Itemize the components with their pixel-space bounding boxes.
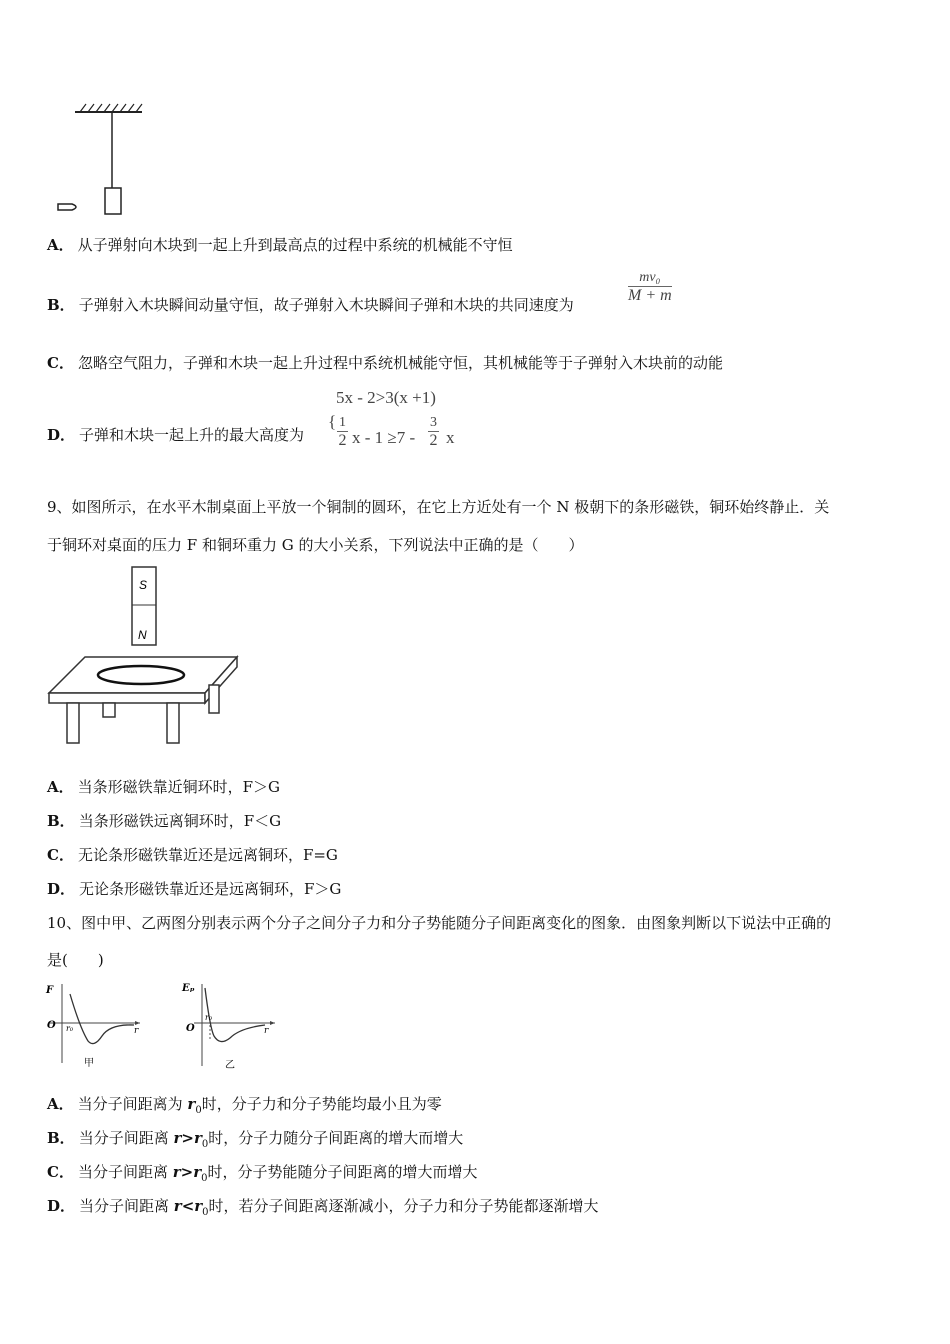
option-text: 时，分子势能随分子间距离的增大而增大 bbox=[207, 1163, 478, 1181]
magnet-n-pole: N bbox=[138, 628, 147, 642]
option-label: B． bbox=[47, 296, 75, 314]
subscript: 0 bbox=[201, 1173, 208, 1184]
option-label: A． bbox=[47, 778, 74, 796]
x-axis-label: r bbox=[134, 1026, 139, 1036]
q9-stem-line-1: 9、如图所示，在水平木制桌面上平放一个铜制的圆环，在它上方近处有一个 N 极朝下的条形磁铁，铜环始终静止．关 bbox=[47, 498, 830, 516]
q10-option-d[interactable] bbox=[47, 1196, 599, 1223]
r0-label: r₀ bbox=[205, 1013, 213, 1022]
q10-option-b[interactable] bbox=[47, 1128, 463, 1155]
q9-option-b[interactable] bbox=[47, 811, 281, 831]
fraction-numerator: mv₀ bbox=[628, 270, 672, 287]
molecular-force-graph bbox=[42, 978, 152, 1073]
brace: { bbox=[328, 412, 337, 431]
q8-option-c[interactable] bbox=[47, 353, 723, 373]
magnet-ring-table-figure bbox=[45, 565, 245, 750]
origin-label: O bbox=[186, 1023, 195, 1034]
q10-stem-line-1: 10、图中甲、乙两图分别表示两个分子之间分子力和分子势能随分子间距离变化的图象．由图象判断以下说法中正确的 bbox=[47, 914, 832, 932]
option-text: 当条形磁铁靠近铜环时，F＞G bbox=[77, 778, 281, 796]
q8-option-d[interactable] bbox=[47, 425, 304, 445]
fraction-denominator: M + m bbox=[628, 287, 672, 304]
option-label: B． bbox=[47, 812, 75, 830]
option-label: A． bbox=[47, 236, 74, 254]
option-label: D． bbox=[47, 426, 76, 444]
pendulum-bullet-figure bbox=[50, 100, 150, 220]
option-text: 无论条形磁铁靠近还是远离铜环，F=G bbox=[77, 846, 338, 864]
option-text: 时，分子力随分子间距离的增大而增大 bbox=[208, 1129, 464, 1147]
option-label: D． bbox=[47, 880, 76, 898]
variable-r: r bbox=[187, 1095, 196, 1113]
inequality-1: 5x - 2>3(x +1) bbox=[336, 388, 436, 407]
q10-stem-line-2: 是( ) bbox=[47, 951, 104, 969]
r0-label: r₀ bbox=[66, 1024, 74, 1033]
option-text: 无论条形磁铁靠近还是远离铜环，F＞G bbox=[79, 880, 342, 898]
option-text: 当分子间距离 bbox=[78, 1129, 174, 1147]
magnet-s-pole: S bbox=[139, 578, 148, 592]
y-axis-label: Eₚ bbox=[182, 983, 195, 994]
option-text: 子弹和木块一起上升的最大高度为 bbox=[79, 426, 305, 444]
inequality-2-middle: x - 1 ≥7 - bbox=[352, 428, 416, 447]
fraction-denominator: 2 bbox=[338, 432, 347, 449]
y-axis-label: F bbox=[46, 985, 54, 996]
option-text: 当分子间距离为 bbox=[77, 1095, 188, 1113]
option-label: A． bbox=[47, 1095, 74, 1113]
fraction-numerator: 3 bbox=[430, 415, 437, 430]
graph-caption: 乙 bbox=[225, 1060, 235, 1071]
option-label: D． bbox=[47, 1197, 76, 1215]
inequality-2-end: x bbox=[446, 428, 455, 447]
q8-option-a[interactable] bbox=[47, 235, 513, 255]
velocity-fraction bbox=[628, 270, 672, 305]
option-label: B． bbox=[47, 1129, 75, 1147]
option-text: 从子弹射向木块到一起上升到最高点的过程中系统的机械能不守恒 bbox=[77, 236, 513, 254]
option-text: 时，若分子间距离逐渐减小，分子力和分子势能都逐渐增大 bbox=[208, 1197, 599, 1215]
q10-option-a[interactable] bbox=[47, 1094, 442, 1121]
variable-r: r<r bbox=[173, 1197, 203, 1215]
option-text: 忽略空气阻力，子弹和木块一起上升过程中系统机械能守恒，其机械能等于子弹射入木块前的动能 bbox=[77, 354, 723, 372]
q9-stem-line-2: 于铜环对桌面的压力 F 和铜环重力 G 的大小关系，下列说法中正确的是（ ） bbox=[47, 536, 584, 554]
fraction-denominator: 2 bbox=[429, 432, 438, 449]
q9-option-a[interactable] bbox=[47, 777, 280, 797]
variable-r: r>r bbox=[173, 1129, 202, 1147]
subscript: 0 bbox=[195, 1105, 202, 1116]
option-text: 当分子间距离 bbox=[79, 1197, 174, 1215]
option-text: 当分子间距离 bbox=[77, 1163, 173, 1181]
option-label: C． bbox=[47, 846, 74, 864]
variable-r: r>r bbox=[172, 1163, 202, 1181]
option-text: 当条形磁铁远离铜环时，F＜G bbox=[78, 812, 282, 830]
graph-caption: 甲 bbox=[84, 1058, 94, 1069]
q8-option-b[interactable] bbox=[47, 295, 574, 315]
option-text: 时，分子力和分子势能均最小且为零 bbox=[201, 1095, 442, 1113]
fraction-numerator: 1 bbox=[339, 415, 346, 430]
fraction-three-halves bbox=[428, 415, 439, 450]
q10-option-c[interactable] bbox=[47, 1162, 478, 1189]
q9-option-d[interactable] bbox=[47, 879, 341, 899]
subscript: 0 bbox=[202, 1207, 209, 1218]
option-text: 子弹射入木块瞬间动量守恒，故子弹射入木块瞬间子弹和木块的共同速度为 bbox=[78, 296, 574, 314]
x-axis-label: r bbox=[264, 1026, 269, 1036]
fraction-half bbox=[337, 415, 348, 450]
subscript: 0 bbox=[201, 1139, 209, 1150]
option-label: C． bbox=[47, 354, 74, 372]
option-label: C． bbox=[47, 1163, 74, 1181]
q9-option-c[interactable] bbox=[47, 845, 338, 865]
potential-energy-graph bbox=[180, 978, 290, 1073]
origin-label: O bbox=[47, 1020, 56, 1031]
